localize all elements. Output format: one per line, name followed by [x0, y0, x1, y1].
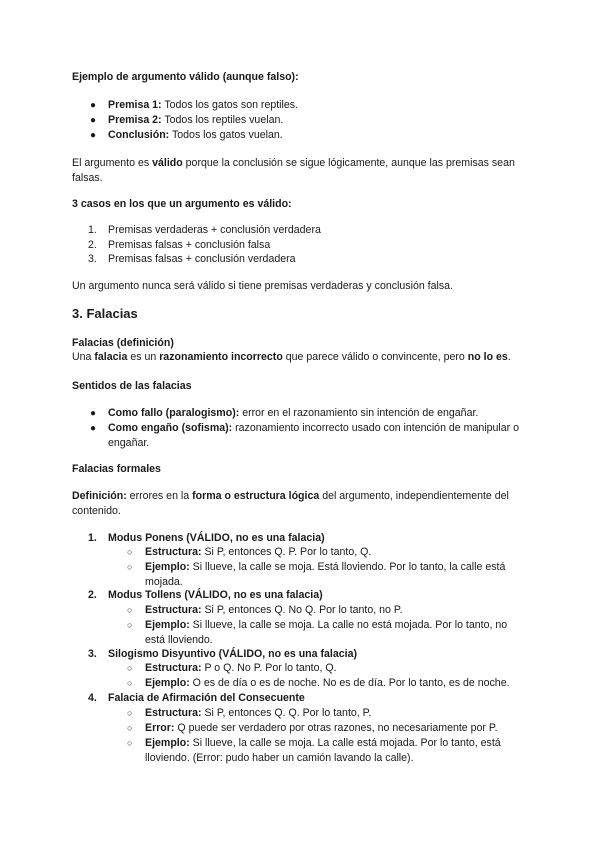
list-item: Premisas falsas + conclusión verdadera	[108, 253, 296, 265]
circle-bullet-icon: ○	[127, 663, 133, 673]
definition-paragraph: Una falacia es un razonamiento incorrecto que parece válido o convincente, pero no lo es.	[72, 351, 511, 363]
example-paragraph: El argumento es válido porque la conclusión se sigue lógicamente, aunque las premisas sean falsas.	[72, 157, 515, 184]
list-item: Estructura: Si P, entonces Q. No Q. Por lo tanto, no P.	[145, 604, 403, 616]
list-number: 2.	[88, 589, 97, 601]
list-number: 3.	[88, 648, 97, 660]
list-item: Premisa 1: Todos los gatos son reptiles.	[108, 99, 299, 111]
circle-bullet-icon: ○	[127, 605, 133, 615]
circle-bullet-icon: ○	[127, 708, 133, 718]
list-number: 1.	[88, 224, 97, 236]
list-item: Como fallo (paralogismo): error en el razonamiento sin intención de engañar.	[108, 407, 479, 419]
circle-bullet-icon: ○	[127, 678, 133, 688]
list-item: Ejemplo: Si llueve, la calle se moja. La calle no está mojada. Por lo tanto, no está lloviendo.	[145, 619, 508, 646]
circle-bullet-icon: ○	[127, 723, 133, 733]
bullet-icon: ●	[90, 408, 97, 419]
cases-heading: 3 casos en los que un argumento es válido:	[72, 198, 292, 210]
list-item: Ejemplo: Si llueve, la calle se moja. La calle está mojada. Por lo tanto, está lloviendo. (Error: pudo haber un camión lavando la calle).	[145, 737, 501, 764]
fallacy-title: Modus Ponens (VÁLIDO, no es una falacia)	[108, 532, 325, 544]
list-item: Ejemplo: O es de día o es de noche. No es de día. Por lo tanto, es de noche.	[145, 677, 510, 689]
circle-bullet-icon: ○	[127, 562, 133, 572]
list-item: Como engaño (sofisma): razonamiento incorrecto usado con intención de manipular o engañar.	[108, 422, 519, 449]
list-item: Premisa 2: Todos los reptiles vuelan.	[108, 114, 284, 126]
bullet-icon: ●	[90, 423, 97, 434]
list-item: Estructura: Si P, entonces Q. P. Por lo tanto, Q.	[145, 546, 372, 558]
bullet-icon: ●	[90, 100, 97, 111]
list-number: 1.	[88, 532, 97, 544]
example-heading: Ejemplo de argumento válido (aunque falso):	[72, 71, 299, 83]
circle-bullet-icon: ○	[127, 620, 133, 630]
bullet-icon: ●	[90, 130, 97, 141]
senses-heading: Sentidos de las falacias	[72, 380, 192, 392]
list-number: 3.	[88, 253, 97, 265]
fallacy-title: Silogismo Disyuntivo (VÁLIDO, no es una falacia)	[108, 648, 357, 660]
list-item: Premisas verdaderas + conclusión verdadera	[108, 224, 321, 236]
list-item: Error: Q puede ser verdadero por otras razones, no necesariamente por P.	[145, 722, 498, 734]
bullet-icon: ●	[90, 115, 97, 126]
fallacy-title: Modus Tollens (VÁLIDO, no es una falacia)	[108, 589, 323, 601]
section-title: 3. Falacias	[72, 306, 138, 321]
definition-heading: Falacias (definición)	[72, 337, 174, 349]
circle-bullet-icon: ○	[127, 547, 133, 557]
list-item: Premisas falsas + conclusión falsa	[108, 239, 271, 251]
cases-note: Un argumento nunca será válido si tiene premisas verdaderas y conclusión falsa.	[72, 280, 453, 292]
circle-bullet-icon: ○	[127, 738, 133, 748]
list-number: 4.	[88, 692, 97, 704]
fallacy-title: Falacia de Afirmación del Consecuente	[108, 692, 305, 704]
list-item: Ejemplo: Si llueve, la calle se moja. Está lloviendo. Por lo tanto, la calle está mojada.	[145, 561, 506, 588]
list-number: 2.	[88, 239, 97, 251]
formal-definition: Definición: errores en la forma o estructura lógica del argumento, independientemente del contenido.	[72, 490, 509, 517]
formal-heading: Falacias formales	[72, 463, 161, 475]
list-item: Conclusión: Todos los gatos vuelan.	[108, 129, 283, 141]
list-item: Estructura: Si P, entonces Q. Q. Por lo tanto, P.	[145, 707, 372, 719]
list-item: Estructura: P o Q. No P. Por lo tanto, Q.	[145, 662, 337, 674]
